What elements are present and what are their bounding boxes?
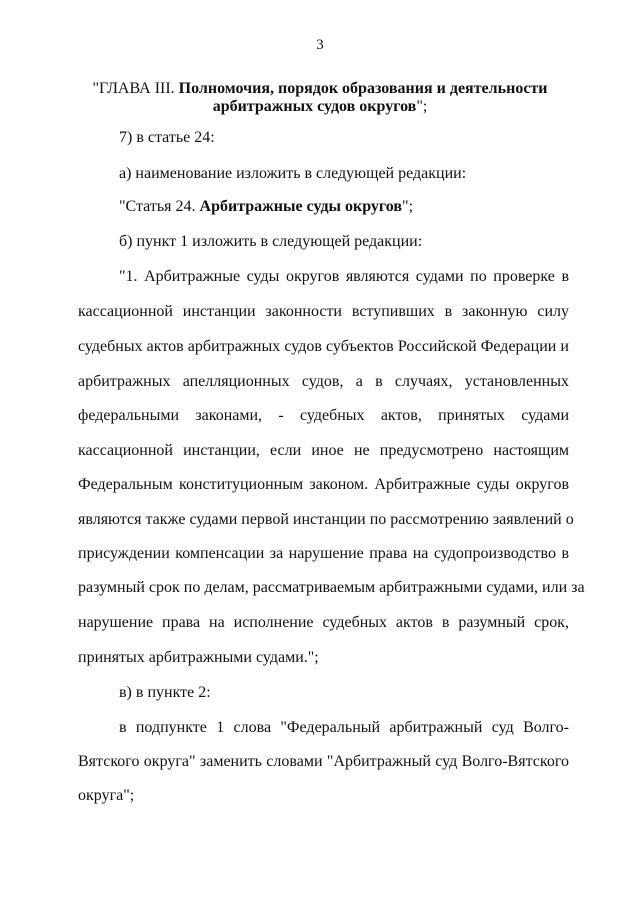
paragraph1-line: арбитражных апелляционных судов, а в случаях, установленных [78, 373, 569, 390]
paragraph1-line: судебных актов арбитражных судов субъектов Российской Федерации и [78, 338, 569, 355]
chapter-suffix: "; [416, 98, 428, 115]
chapter-prefix: "ГЛАВА III. [92, 80, 179, 97]
paragraph2-line: в подпункте 1 слова "Федеральный арбитражный суд Волго- [119, 719, 569, 736]
item-a: а) наименование изложить в следующей редакции: [119, 165, 467, 182]
chapter-title-line-2: арбитражных судов округов [212, 98, 417, 115]
paragraph1-line: являются также судами первой инстанции по рассмотрению заявлений о [78, 511, 574, 528]
article-title-suffix: "; [402, 198, 414, 215]
paragraph1-line: разумный срок по делам, рассматриваемым арбитражными судами, или за [78, 579, 585, 596]
paragraph1-line: присуждении компенсации за нарушение права на судопроизводство в [78, 545, 569, 562]
article-title [119, 198, 413, 216]
article-title-prefix: "Статья 24. [119, 198, 200, 215]
paragraph2-line: округа"; [78, 787, 135, 804]
item-7: 7) в статье 24: [119, 129, 215, 146]
item-v: в) в пункте 2: [119, 684, 211, 701]
paragraph1-line: Федеральным конституционным законом. Арбитражные суды округов [78, 476, 569, 493]
chapter-title-line-1: Полномочия, порядок образования и деятельности [178, 80, 548, 97]
paragraph1-line: кассационной инстанции, если иное не предусмотрено настоящим [78, 442, 569, 459]
paragraph2-line: Вятского округа" заменить словами "Арбитражный суд Волго-Вятского [78, 753, 569, 770]
paragraph1-line: нарушение права на исполнение судебных актов в разумный срок, [78, 614, 569, 631]
page-number: 3 [316, 37, 324, 53]
chapter-heading-line-2 [40, 98, 600, 116]
article-title-bold: Арбитражные суды округов [199, 198, 403, 215]
chapter-heading [40, 80, 600, 116]
paragraph1-line: федеральными законами, - судебных актов, принятых судами [78, 407, 569, 424]
chapter-heading-line-1 [40, 80, 600, 98]
paragraph1-line: кассационной инстанции законности вступивших в законную силу [78, 303, 569, 320]
item-b: б) пункт 1 изложить в следующей редакции: [119, 233, 423, 250]
paragraph1-line: принятых арбитражными судами."; [78, 649, 319, 666]
paragraph1-line: "1. Арбитражные суды округов являются судами по проверке в [119, 268, 569, 285]
